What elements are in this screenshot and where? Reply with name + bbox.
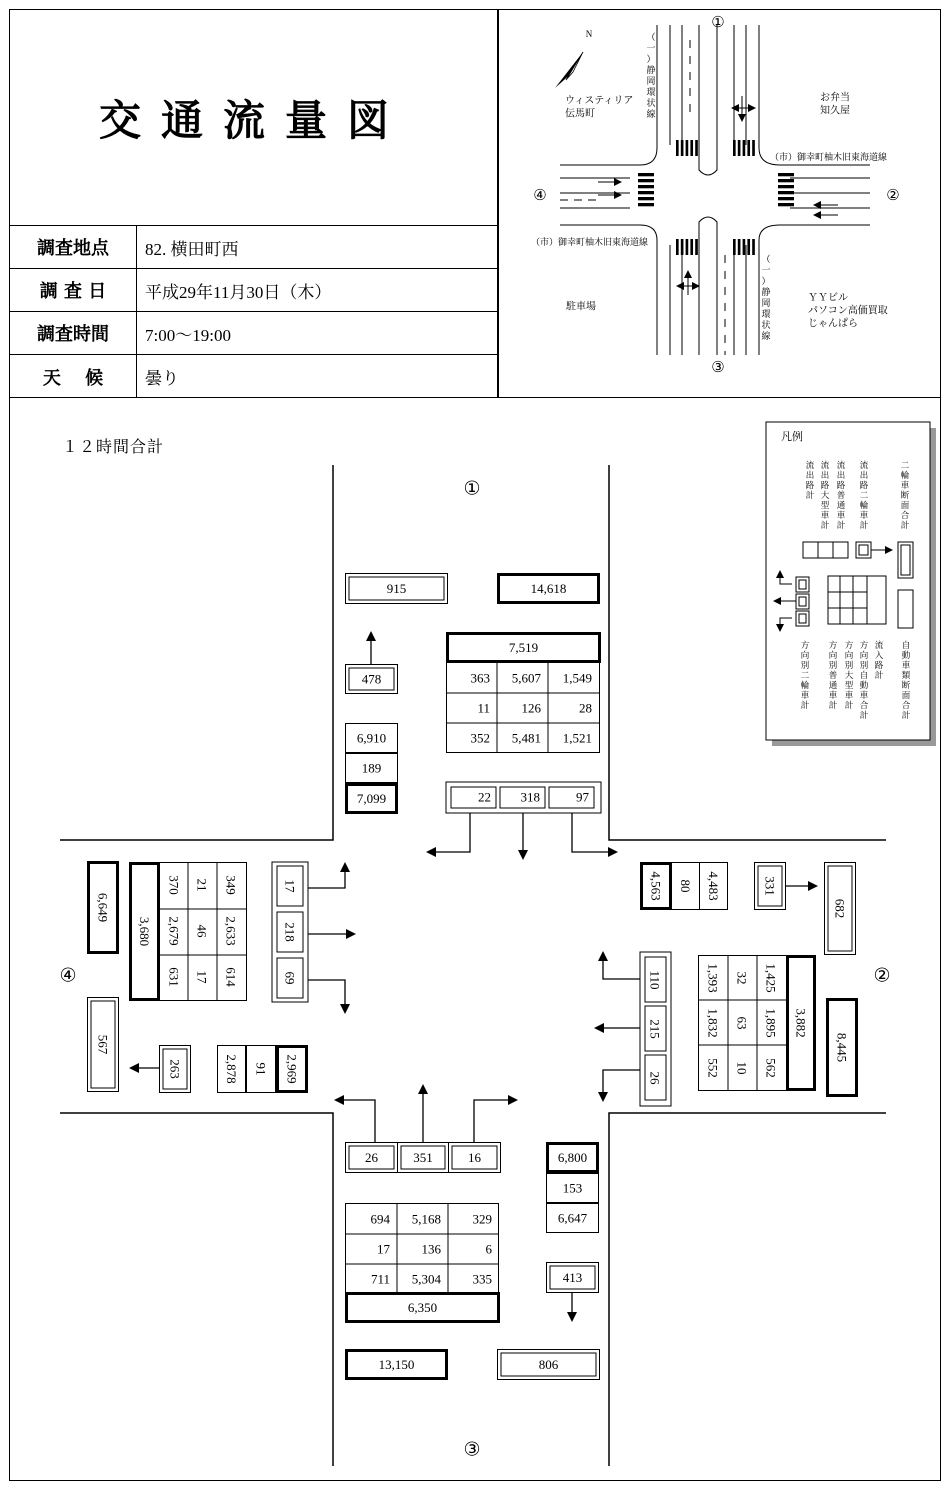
north-dir-moto-value: 22 [478,789,491,805]
south-dir-value: 6 [485,1241,492,1257]
legend-label: 方向別二輪車計 [800,640,810,710]
info-value: 82. 横田町西 [145,239,239,259]
map-crosswalk [778,191,794,194]
east-outflow-large: 80 [678,879,693,893]
south-dir-value: 694 [370,1211,390,1227]
map-approach-marker: ② [886,188,900,204]
map-corner [640,148,657,165]
west-dir-value: 614 [223,967,239,987]
east-dir-value: 63 [734,1016,750,1030]
legend-label: 流出路二輪車計 [859,460,869,530]
map-median [699,217,717,245]
approach-label: ① [463,478,481,500]
legend-label: 方向別自動車合計 [859,640,869,720]
north-section-auto: 14,618 [530,581,567,596]
map-crosswalk [747,239,750,255]
east-dir-value: 1,895 [763,1008,779,1038]
south-dir-moto-left: 26 [365,1150,378,1165]
south-dir-value: 17 [377,1241,390,1257]
flow-boxes [88,574,857,1380]
map-approach-marker: ③ [711,360,725,376]
map-crosswalk [686,140,689,156]
map-approach-marker: ④ [533,188,547,204]
map-crosswalk [733,239,736,255]
north-dir-value: 5,481 [511,730,541,746]
west-dir-value: 2,633 [223,916,239,946]
approach-label: ③ [463,1439,481,1461]
north-section-motorcycle: 915 [386,581,407,596]
north-outflow-large: 189 [361,760,382,776]
west-dir-moto-value: 17 [282,879,298,893]
north-pointer-icon [555,52,583,88]
west-right-turn-arrow [308,980,345,1012]
east-dir-value: 1,425 [763,963,779,993]
map-crosswalk [676,140,679,156]
west-dir-moto-value: 218 [282,922,298,942]
location-map [531,15,900,376]
legend-title: 凡例 [781,431,803,443]
map-crosswalk [695,239,698,255]
south-right-turn-arrow [474,1100,516,1142]
map-crosswalk [743,140,746,156]
info-value: 平成29年11月30日（木） [145,282,332,302]
map-crosswalk [778,197,794,200]
map-place-label: パソコン高価買取 [808,305,888,317]
south-dir-value: 335 [472,1271,492,1287]
south-dir-value: 5,168 [411,1211,441,1227]
map-corner [759,225,780,240]
north-dir-value: 352 [470,730,490,746]
west-outflow-motorcycle: 263 [167,1059,183,1079]
south-outflow-normal: 6,647 [557,1210,588,1226]
east-section-auto: 8,445 [834,1032,850,1063]
map-crosswalk [638,203,654,206]
east-dir-value: 1,832 [705,1008,721,1038]
west-left-turn-arrow [308,864,345,888]
road-edge-se [609,1113,886,1466]
map-crosswalk [733,140,736,156]
west-dir-value: 631 [166,967,182,987]
north-dir-moto-value: 318 [520,789,540,805]
map-crosswalk [752,140,755,156]
map-crosswalk [638,197,654,200]
map-crosswalk [690,239,693,255]
south-dir-value: 136 [421,1241,441,1257]
map-road-label: （市）御幸町柚木旧東海道線 [770,152,888,162]
section-title: １２時間合計 [62,437,165,456]
map-crosswalk [743,239,746,255]
road-edge-nw [60,465,333,840]
north-dir-value: 28 [579,700,592,716]
map-crosswalk [747,140,750,156]
legend-label: 流入路計 [874,640,884,680]
map-crosswalk [778,203,794,206]
west-outflow-normal: 2,878 [224,1054,239,1084]
east-outflow-total: 4,563 [648,871,664,901]
east-dir-moto-value: 110 [647,970,663,990]
south-outflow-large: 153 [562,1180,583,1196]
south-section-auto: 13,150 [378,1357,415,1372]
north-letter: N [585,29,593,39]
info-label: 天 候 [10,355,137,398]
north-outflow-normal: 6,910 [356,730,387,746]
north-outflow-total: 7,099 [356,791,387,806]
map-place-label: ウィスティリア [565,95,634,107]
west-dir-value: 370 [166,875,182,895]
east-dir-value: 32 [734,971,750,985]
map-place-label: じゃんぱら [808,318,858,330]
map-place-label: 伝馬町 [565,108,595,120]
south-inflow-total: 6,350 [407,1300,438,1315]
info-label: 調査地点 [10,226,137,268]
west-section-auto: 6,649 [95,892,111,923]
east-dir-moto-value: 215 [647,1019,663,1039]
map-approach-marker: ① [711,15,725,31]
legend-label: 方向別普通車計 [828,640,838,710]
north-outflow-motorcycle: 478 [361,671,382,687]
map-crosswalk [738,239,741,255]
north-pointer-icon [566,52,583,80]
east-dir-value: 1,393 [705,963,721,993]
east-dir-moto-value: 26 [647,1071,663,1085]
legend-label: 方向別大型車計 [844,640,854,710]
map-crosswalk [695,140,698,156]
map-crosswalk [638,191,654,194]
north-inflow-total: 7,519 [508,640,539,655]
east-right-turn-arrow [603,953,640,979]
legend-label: 流出路計 [805,460,815,500]
west-dir-value: 21 [194,878,210,892]
north-dir-moto-value: 97 [576,789,589,805]
west-dir-moto-value: 69 [282,971,298,985]
map-place-label: お弁当 [820,92,850,104]
north-dir-value: 363 [470,670,490,686]
map-crosswalk [752,239,755,255]
south-left-turn-arrow [336,1100,375,1142]
east-inflow-total: 3,882 [793,1008,809,1038]
east-dir-value: 552 [705,1058,721,1078]
map-crosswalk [778,185,794,188]
legend [766,422,936,746]
north-dir-value: 1,521 [562,730,592,746]
east-dir-value: 562 [763,1058,779,1078]
info-value: 曇り [145,369,179,388]
map-crosswalk [778,173,794,176]
map-crosswalk [686,239,689,255]
legend-label: 流出路普通車計 [836,460,846,530]
legend-label: 自動車類断面合計 [901,640,911,720]
south-dir-moto-right: 16 [468,1150,481,1165]
map-crosswalk [676,239,679,255]
map-place-label: 駐車場 [566,301,596,313]
map-crosswalk [681,239,684,255]
south-dir-moto-straight: 351 [413,1150,433,1165]
south-dir-value: 5,304 [411,1271,441,1287]
north-right-turn-arrow [428,813,470,852]
west-outflow-total: 2,969 [284,1054,300,1084]
approach-label: ② [873,965,891,987]
south-outflow-total: 6,800 [557,1150,588,1165]
legend-label: 流出路大型車計 [820,460,830,530]
south-outflow-motorcycle: 413 [562,1270,583,1285]
north-dir-value: 5,607 [511,670,541,686]
map-place-label: 知久屋 [820,105,850,117]
map-crosswalk [681,140,684,156]
south-dir-value: 711 [370,1271,390,1287]
south-dir-value: 329 [472,1211,492,1227]
legend-label: 二輪車断面合計 [900,460,910,530]
map-crosswalk [690,140,693,156]
map-place-label: ＹＹビル [808,292,848,304]
page-title: 交通流量図 [98,95,409,145]
map-median [699,145,717,175]
north-dir-value: 1,549 [562,670,592,686]
map-road-label: （市）御幸町柚木旧東海道線 [531,237,649,247]
approach-label: ④ [59,965,77,987]
south-section-motorcycle: 806 [538,1357,559,1372]
info-value: 7:00～19:00 [145,325,231,345]
west-inflow-total: 3,680 [137,916,152,947]
map-road-label-vertical: （一）静岡環状線 [646,32,656,119]
west-dir-value: 17 [194,970,210,984]
west-section-motorcycle: 567 [95,1034,111,1055]
west-dir-value: 2,679 [166,916,182,946]
info-label: 調 査 日 [10,269,137,311]
west-outflow-large: 91 [253,1062,269,1076]
east-left-turn-arrow [603,1070,640,1100]
north-dir-value: 126 [521,700,541,716]
east-outflow-normal: 4,483 [706,871,721,901]
west-dir-value: 46 [194,924,210,938]
north-dir-value: 11 [477,700,490,716]
info-label: 調査時間 [10,312,137,354]
east-section-motorcycle: 682 [832,898,848,919]
east-outflow-motorcycle: 331 [762,876,778,896]
map-road-label-vertical: （一）静岡環状線 [761,254,771,341]
east-dir-value: 10 [734,1061,750,1075]
map-crosswalk [778,179,794,182]
west-dir-value: 349 [223,875,239,895]
map-crosswalk [638,185,654,188]
road-edge-sw [60,1113,333,1466]
map-crosswalk [638,179,654,182]
map-crosswalk [638,173,654,176]
map-crosswalk [738,140,741,156]
